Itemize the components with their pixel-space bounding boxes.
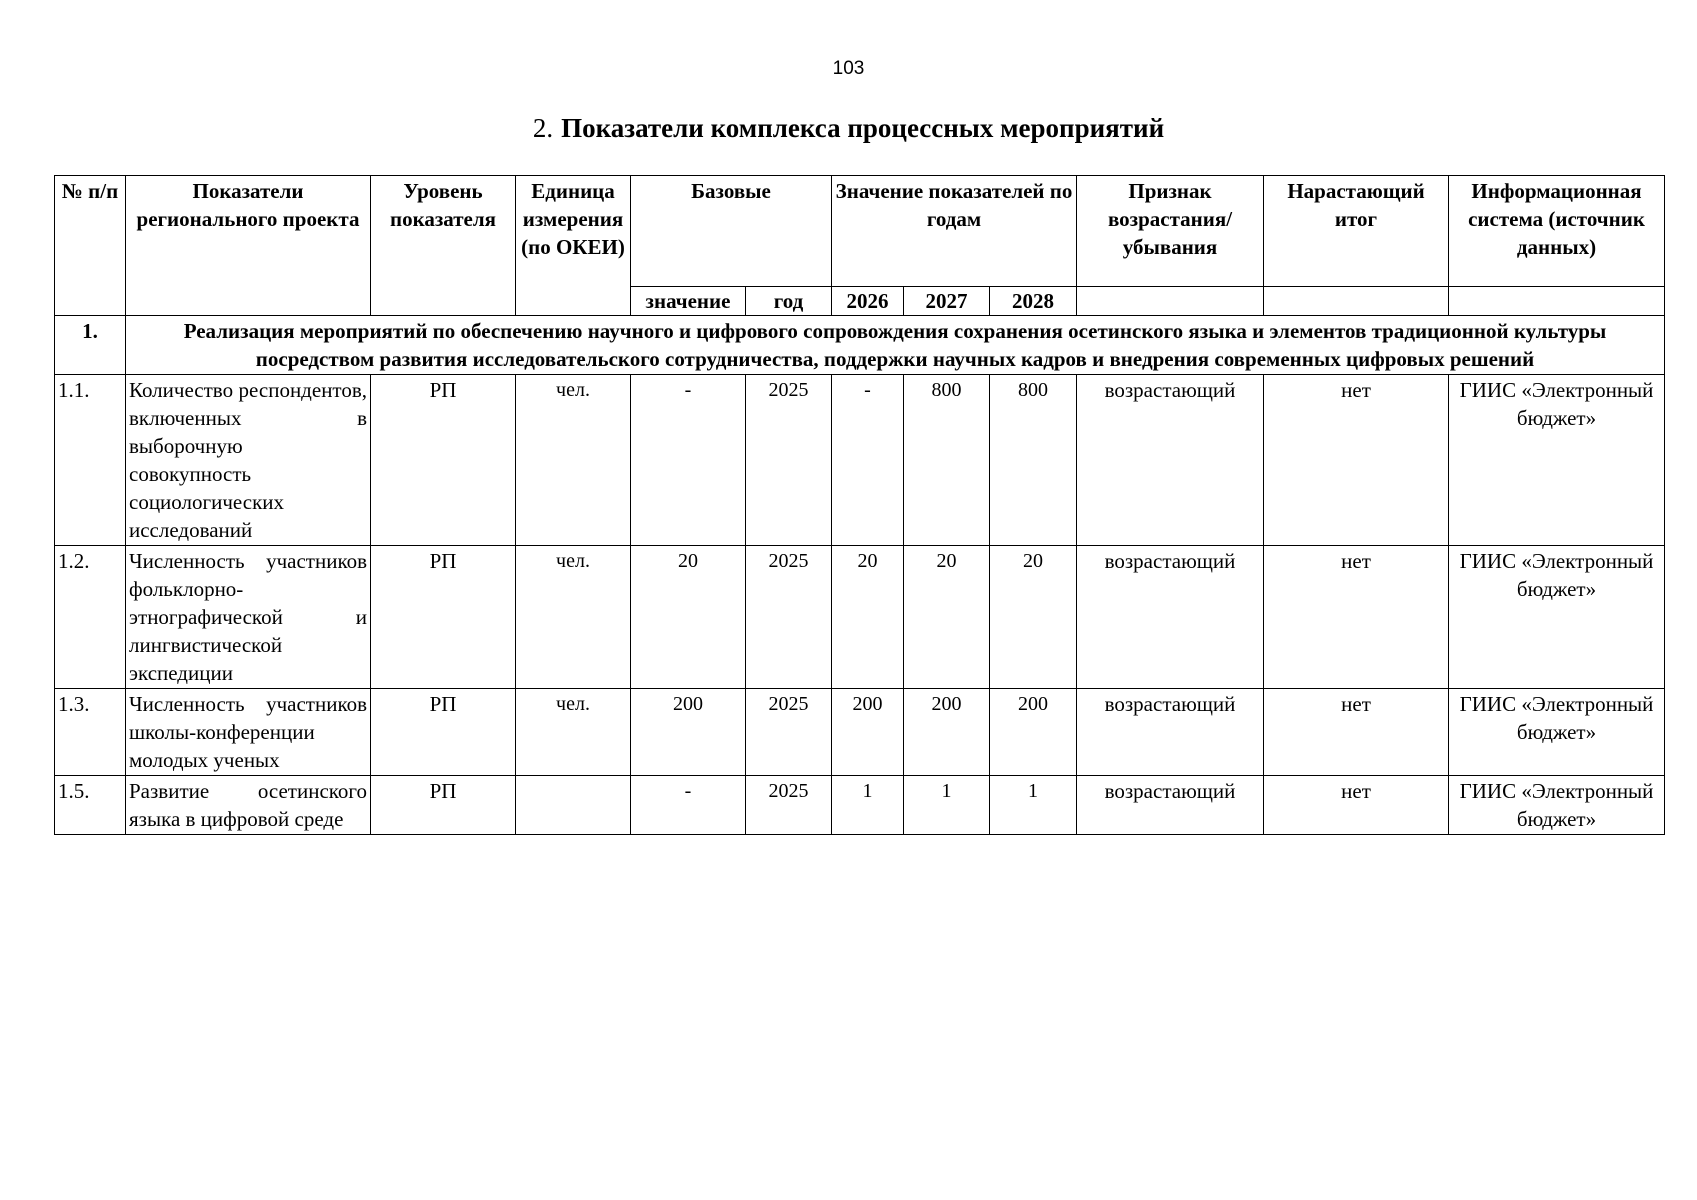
row-num: 1.2. [55, 546, 126, 689]
row-value-2027: 20 [904, 546, 990, 689]
row-value-2028: 20 [990, 546, 1077, 689]
row-base-year: 2025 [746, 375, 832, 546]
row-base-year: 2025 [746, 776, 832, 835]
row-value-2027: 800 [904, 375, 990, 546]
row-value-2028: 1 [990, 776, 1077, 835]
row-unit: чел. [516, 689, 631, 776]
row-unit: чел. [516, 546, 631, 689]
section-title: Реализация мероприятий по обеспечению научного и цифрового сопровождения сохранения осетинского языка и элементов традиционной культуры посредством развития исследовательского сотрудничества, поддержки научных кадров и внедрения современных цифровых решений [126, 316, 1665, 375]
row-cumulative: нет [1264, 689, 1449, 776]
section-row [55, 316, 1665, 375]
row-value-2026: 20 [832, 546, 904, 689]
header-indicator: Показатели регионального проекта [126, 176, 371, 316]
title-number: 2. [532, 113, 554, 143]
header-values-by-year: Значение показателей по годам [832, 176, 1077, 287]
page-number: 103 [832, 58, 865, 79]
row-info-system: ГИИС «Электронный бюджет» [1449, 776, 1665, 835]
row-indicator-name: Развитие осетинского языка в цифровой среде [126, 776, 371, 835]
row-base-value: - [631, 776, 746, 835]
header-year-2028: 2028 [990, 287, 1077, 316]
row-info-system: ГИИС «Электронный бюджет» [1449, 689, 1665, 776]
header-empty-1 [1077, 287, 1264, 316]
header-base-value: значение [631, 287, 746, 316]
header-year-2026: 2026 [832, 287, 904, 316]
row-info-system: ГИИС «Электронный бюджет» [1449, 546, 1665, 689]
row-value-2027: 1 [904, 776, 990, 835]
row-level: РП [371, 546, 516, 689]
row-value-2028: 200 [990, 689, 1077, 776]
table-row [55, 776, 1665, 835]
row-indicator-name: Численность участников школы-конференции молодых ученых [126, 689, 371, 776]
page-title [0, 113, 1697, 144]
header-level: Уровень показателя [371, 176, 516, 316]
row-cumulative: нет [1264, 776, 1449, 835]
header-base-year: год [746, 287, 832, 316]
header-row [55, 176, 1665, 287]
row-sign: возрастающий [1077, 689, 1264, 776]
header-empty-2 [1264, 287, 1449, 316]
header-year-2027: 2027 [904, 287, 990, 316]
row-base-value: 20 [631, 546, 746, 689]
header-cumulative: Нарастающий итог [1264, 176, 1449, 287]
table-row [55, 546, 1665, 689]
row-base-year: 2025 [746, 689, 832, 776]
row-unit [516, 776, 631, 835]
header-sign: Признак возрастания/ убывания [1077, 176, 1264, 287]
row-level: РП [371, 776, 516, 835]
row-value-2026: - [832, 375, 904, 546]
header-unit: Единица измерения (по ОКЕИ) [516, 176, 631, 316]
row-value-2026: 1 [832, 776, 904, 835]
table-row [55, 375, 1665, 546]
row-base-value: - [631, 375, 746, 546]
row-base-year: 2025 [746, 546, 832, 689]
row-info-system: ГИИС «Электронный бюджет» [1449, 375, 1665, 546]
row-num: 1.5. [55, 776, 126, 835]
row-sign: возрастающий [1077, 546, 1264, 689]
row-value-2026: 200 [832, 689, 904, 776]
row-sign: возрастающий [1077, 375, 1264, 546]
row-value-2027: 200 [904, 689, 990, 776]
table-row [55, 689, 1665, 776]
row-num: 1.3. [55, 689, 126, 776]
title-text: Показатели комплекса процессных мероприятий [561, 113, 1165, 143]
indicators-table [54, 175, 1665, 835]
section-number: 1. [55, 316, 126, 375]
header-base: Базовые [631, 176, 832, 287]
header-num: № п/п [55, 176, 126, 316]
row-sign: возрастающий [1077, 776, 1264, 835]
header-empty-3 [1449, 287, 1665, 316]
row-indicator-name: Количество респондентов, включенных в выборочную совокупность социологических исследований [126, 375, 371, 546]
row-level: РП [371, 689, 516, 776]
row-level: РП [371, 375, 516, 546]
row-cumulative: нет [1264, 375, 1449, 546]
row-num: 1.1. [55, 375, 126, 546]
row-value-2028: 800 [990, 375, 1077, 546]
row-base-value: 200 [631, 689, 746, 776]
row-indicator-name: Численность участников фольклорно-этнографической и лингвистической экспедиции [126, 546, 371, 689]
row-cumulative: нет [1264, 546, 1449, 689]
row-unit: чел. [516, 375, 631, 546]
header-info-system: Информационная система (источник данных) [1449, 176, 1665, 287]
